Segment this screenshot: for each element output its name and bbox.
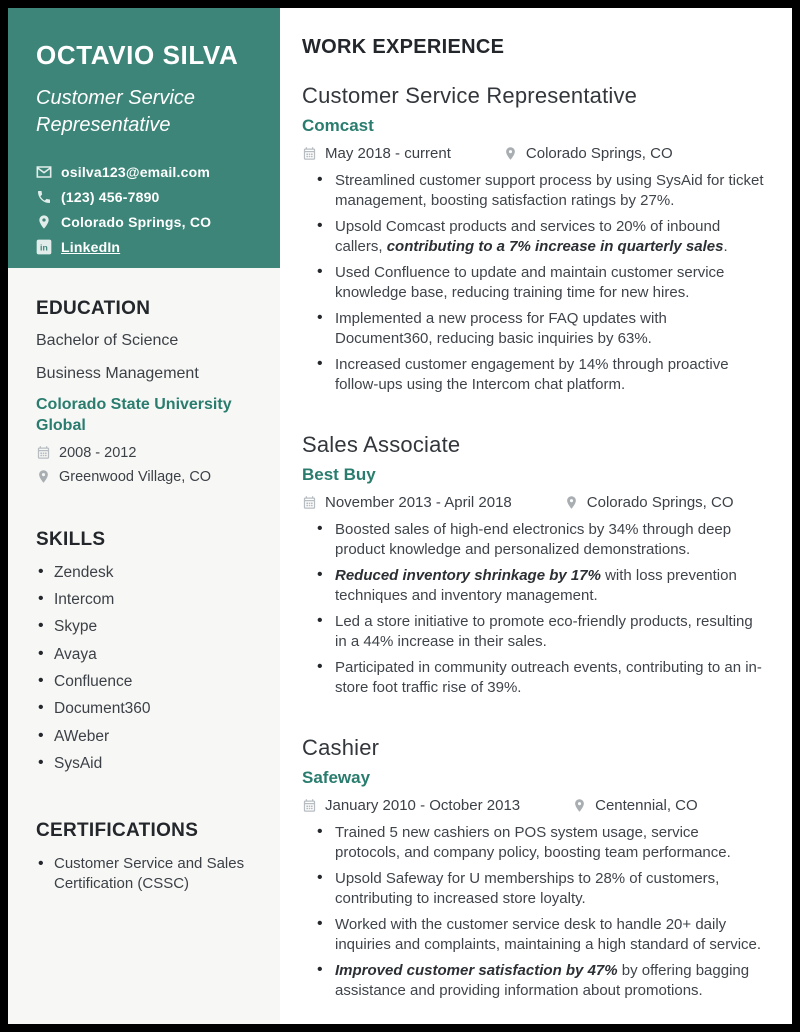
bullet-text: Streamlined customer support process by using SysAid for ticket management, boosting satisfaction ratings by 27%. (335, 172, 764, 209)
bullet-text: Used Confluence to update and maintain customer service knowledge base, reducing training time for new hires. (335, 264, 725, 301)
certifications-list (36, 854, 264, 894)
sidebar (8, 8, 280, 1024)
job-bullet (302, 520, 766, 559)
linkedin-link[interactable]: LinkedIn (61, 239, 121, 256)
job-dates-pair (302, 797, 520, 814)
jobs-container (302, 83, 766, 1000)
skill-item: • Zendesk (36, 563, 264, 583)
svg-text:in: in (40, 242, 48, 253)
job-dates: November 2013 - April 2018 (325, 494, 512, 511)
phone-icon (36, 189, 52, 205)
job-location: Colorado Springs, CO (525, 145, 673, 162)
mail-icon (36, 164, 52, 180)
education-location: Greenwood Village, CO (59, 468, 212, 485)
job-company: Best Buy (302, 465, 376, 484)
location-pin-icon (503, 146, 518, 161)
job-entry (302, 735, 766, 1000)
job-bullet (302, 566, 766, 605)
bullet-text: . (723, 237, 728, 255)
job-bullet (302, 612, 766, 651)
job-location-pair (503, 145, 673, 162)
job-bullet (302, 309, 766, 348)
job-company: Safeway (302, 768, 371, 787)
bullet-text: by offering bagging assistance and providing information about promotions. (335, 962, 750, 999)
job-dates: January 2010 - October 2013 (325, 797, 521, 814)
job-bullet (302, 171, 766, 210)
skills-section (36, 529, 264, 774)
work-experience-column (280, 8, 792, 1024)
job-dates-pair (302, 494, 512, 511)
bullet-text: Trained 5 new cashiers on POS system usage, service protocols, and company policy, boosting team performance. (335, 824, 731, 861)
job-bullet-list (302, 171, 766, 394)
bullet-text: Implemented a new process for FAQ updates with Document360, reducing basic inquiries by 63%. (335, 310, 667, 347)
contact-row (36, 239, 256, 255)
skill-item: • Avaya (36, 645, 264, 665)
job-bullet-list (302, 520, 766, 697)
bullet-text: Worked with the customer service desk to handle 20+ daily inquiries and complaints, maintaining a high standard of service. (335, 916, 762, 953)
skill-item: • Confluence (36, 672, 264, 692)
education-dates: 2008 - 2012 (59, 444, 137, 461)
job-location: Centennial, CO (595, 797, 698, 814)
job-company: Comcast (302, 116, 374, 135)
calendar-icon (302, 146, 317, 161)
contact-row (36, 189, 256, 205)
bullet-text: with loss prevention techniques and inventory management. (335, 567, 737, 604)
job-bullet (302, 823, 766, 862)
calendar-icon (302, 798, 317, 813)
job-title: Cashier (302, 735, 380, 760)
education-heading: EDUCATION (36, 298, 151, 319)
location-pin-icon (36, 469, 51, 484)
skills-heading: SKILLS (36, 528, 106, 550)
job-entry (302, 83, 766, 394)
bullet-text: Led a store initiative to promote eco-friendly products, resulting in a 44% increase in their sales. (335, 613, 753, 650)
contact-text: osilva123@email.com (61, 164, 210, 181)
location-pin-icon (572, 798, 587, 813)
contact-row (36, 164, 256, 180)
bullet-text: Participated in community outreach events, contributing to an in-store foot traffic rise of 39%. (335, 659, 762, 696)
education-field: Business Management (36, 365, 199, 382)
bullet-emphasis-text: contributing to a 7% increase in quarterly sales (386, 237, 724, 255)
skill-item: • Document360 (36, 699, 264, 719)
bullet-text: Upsold Safeway for U memberships to 28% of customers, contributing to increased store loyalty. (335, 870, 720, 907)
job-meta-row (302, 145, 766, 162)
person-name: OCTAVIO SILVA (36, 40, 239, 70)
resume-page (8, 8, 792, 1024)
location-pin-icon (564, 495, 579, 510)
work-experience-heading: WORK EXPERIENCE (302, 36, 505, 58)
job-dates: May 2018 - current (325, 145, 451, 162)
certifications-heading: CERTIFICATIONS (36, 819, 199, 841)
job-bullet (302, 961, 766, 1000)
job-meta-row (302, 797, 766, 814)
linkedin-icon (36, 239, 52, 255)
bullet-text: Boosted sales of high-end electronics by 34% through deep product knowledge and personalized demonstrations. (335, 521, 732, 558)
skills-list (36, 563, 264, 774)
person-title: Customer Service Representative (36, 87, 195, 136)
location-icon (36, 214, 52, 230)
skill-item: • AWeber (36, 727, 264, 747)
contact-row (36, 214, 256, 230)
education-dates-row (36, 445, 264, 461)
skill-item: • Intercom (36, 590, 264, 610)
certification-item: • Customer Service and Sales Certification (CSSC) (36, 854, 264, 894)
calendar-icon (302, 495, 317, 510)
job-location-pair (564, 494, 734, 511)
job-bullet (302, 355, 766, 394)
job-bullet (302, 217, 766, 256)
job-title: Customer Service Representative (302, 83, 638, 108)
contact-text: (123) 456-7890 (61, 189, 160, 206)
calendar-icon (36, 445, 51, 460)
job-bullet (302, 658, 766, 697)
skill-item: • Skype (36, 617, 264, 637)
bullet-emphasis-text: Reduced inventory shrinkage by 17% (335, 567, 601, 584)
contact-text: Colorado Springs, CO (61, 214, 212, 231)
education-school: Colorado State University Global (36, 396, 232, 434)
bullet-text: Upsold Comcast products and services to 20% of inbound callers, (335, 218, 721, 255)
job-bullet (302, 915, 766, 954)
bullet-emphasis-text: Improved customer satisfaction by 47% (335, 962, 618, 979)
job-bullet-list (302, 823, 766, 1000)
certifications-section (36, 820, 264, 894)
job-bullet (302, 263, 766, 302)
skill-item: • SysAid (36, 754, 264, 774)
contact-list (36, 164, 256, 255)
job-bullet (302, 869, 766, 908)
job-meta-row (302, 494, 766, 511)
job-location-pair (572, 797, 698, 814)
job-dates-pair (302, 145, 451, 162)
job-title: Sales Associate (302, 432, 461, 457)
sidebar-header (8, 8, 280, 268)
job-entry (302, 432, 766, 697)
education-degree: Bachelor of Science (36, 332, 179, 349)
education-location-row (36, 469, 264, 485)
bullet-text: Increased customer engagement by 14% through proactive follow-ups using the Intercom chat platform. (335, 356, 729, 393)
education-section (36, 298, 264, 485)
job-location: Colorado Springs, CO (586, 494, 734, 511)
sidebar-body (8, 268, 280, 901)
